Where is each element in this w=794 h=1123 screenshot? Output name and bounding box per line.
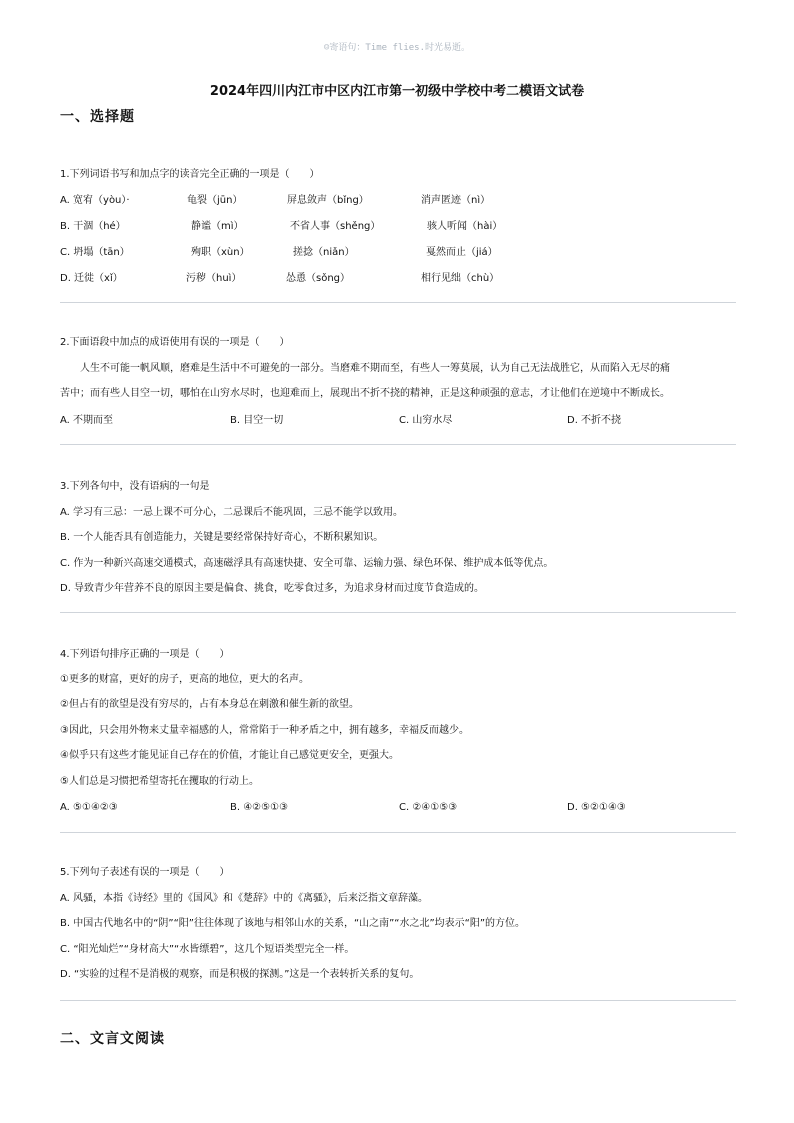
option-a: A. ⑤①④②③ [60, 802, 118, 813]
option-b: B. 中国古代地名中的“阴”“阳”往往体现了该地与相邻山水的关系，“山之南”“水之北”均表示“阳”的方位。 [60, 918, 526, 929]
option-b-2: 静谧（mì） [191, 221, 244, 232]
option-a: A. 不期而至 [60, 415, 114, 426]
option-d: D. ⑤②①④③ [567, 802, 626, 813]
option-a-2: 龟裂（jūn） [187, 195, 243, 206]
option-c-2: 殉职（xùn） [191, 247, 250, 258]
option-a-1: A. 宽宥（yòu）· [60, 195, 130, 206]
sentence-4: ④似乎只有这些才能见证自己存在的价值，才能让自己感觉更安全，更强大。 [60, 750, 399, 761]
option-b-3: 不省人事（shěng） [290, 221, 381, 232]
option-d: D. 不折不挠 [567, 415, 622, 426]
divider [60, 1000, 736, 1001]
option-b-4: 骇人听闻（hài） [427, 221, 503, 232]
motto-header: ☺寄语句：Time flies.时光易逝。 [323, 43, 471, 53]
option-b: B. 一个人能否具有创造能力，关键是要经常保持好奇心，不断积累知识。 [60, 532, 384, 543]
sentence-2: ②但占有的欲望是没有穷尽的，占有本身总在刺激和催生新的欲望。 [60, 699, 359, 710]
option-c-1: C. 坍塌（tān） [60, 247, 130, 258]
option-a: A. 学习有三忌：一忌上课不可分心，二忌课后不能巩固，三忌不能学以致用。 [60, 507, 404, 518]
question-stem: 5.下列句子表述有误的一项是（ ） [60, 867, 230, 878]
option-b-1: B. 干涸（hé） [60, 221, 126, 232]
option-d-3: 怂恿（sǒng） [286, 273, 351, 284]
divider [60, 832, 736, 833]
passage-line-1: 人生不可能一帆风顺，磨难是生活中不可避免的一部分。当磨难不期而至，有些人一筹莫展，认为自己无法战胜它，从而陷入无尽的痛 [80, 363, 670, 374]
option-b: B. ④②⑤①③ [230, 802, 289, 813]
page-title: 2024年四川内江市中区内江市第一初级中学校中考二模语文试卷 [209, 84, 585, 99]
option-c: C. ②④①⑤③ [399, 802, 458, 813]
option-d-4: 相行见绌（chù） [421, 273, 500, 284]
option-b: B. 目空一切 [230, 415, 284, 426]
divider [60, 444, 736, 445]
option-a-3: 屏息敛声（bǐng） [287, 195, 369, 206]
section-heading-choice: 一、选择题 [60, 109, 135, 125]
divider [60, 612, 736, 613]
sentence-5: ⑤人们总是习惯把希望寄托在攫取的行动上。 [60, 776, 259, 787]
divider [60, 302, 736, 303]
option-c-4: 戛然而止（jiá） [426, 247, 498, 258]
section-heading-classical: 二、文言文阅读 [60, 1031, 165, 1047]
passage-line-2: 苦中；而有些人目空一切，哪怕在山穷水尽时，也迎难而上，展现出不折不挠的精神，正是这种顽强的意志，才让他们在逆境中不断成长。 [60, 388, 670, 399]
option-c: C. 山穷水尽 [399, 415, 453, 426]
option-d-1: D. 迁徙（xǐ） [60, 273, 123, 284]
option-c-3: 搓捻（niǎn） [293, 247, 355, 258]
option-d: D. 导致青少年营养不良的原因主要是偏食、挑食，吃零食过多，为追求身材而过度节食造成的。 [60, 583, 485, 594]
sentence-3: ③因此，只会用外物来丈量幸福感的人，常常陷于一种矛盾之中，拥有越多，幸福反而越少。 [60, 725, 469, 736]
question-stem: 3.下列各句中，没有语病的一句是 [60, 481, 210, 492]
option-a-4: 消声匿迹（nì） [421, 195, 491, 206]
question-stem: 4.下列语句排序正确的一项是（ ） [60, 649, 230, 660]
option-c: C. “阳光灿烂”“身材高大”“水皆缥碧”，这几个短语类型完全一样。 [60, 944, 355, 955]
option-d: D. “实验的过程不是消极的观察，而是积极的探测。”这是一个表转折关系的复句。 [60, 969, 420, 980]
option-c: C. 作为一种新兴高速交通模式，高速磁浮具有高速快捷、安全可靠、运输力强、绿色环保、维护成本低等优点。 [60, 558, 554, 569]
option-a: A. 风骚，本指《诗经》里的《国风》和《楚辞》中的《离骚》，后来泛指文章辞藻。 [60, 893, 429, 904]
sentence-1: ①更多的财富，更好的房子，更高的地位，更大的名声。 [60, 674, 309, 685]
question-stem: 2.下面语段中加点的成语使用有误的一项是（ ） [60, 337, 290, 348]
option-d-2: 污秽（huì） [186, 273, 242, 284]
question-stem: 1.下列词语书写和加点字的读音完全正确的一项是（ ） [60, 169, 320, 180]
